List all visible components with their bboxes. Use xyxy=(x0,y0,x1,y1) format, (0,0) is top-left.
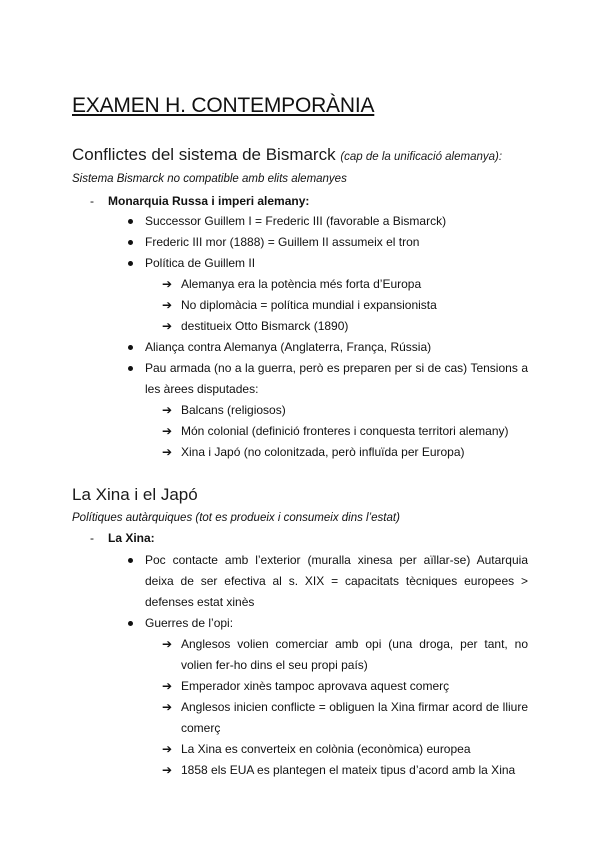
list-item xyxy=(128,211,528,232)
sub-list-item-text: Món colonial (definició fronteres i conquesta territori alemany) xyxy=(181,424,509,438)
bullet-dot-icon xyxy=(128,366,133,371)
arrow-right-icon: ➔ xyxy=(162,277,173,291)
list-item-text: Pau armada (no a la guerra, però es preparen per si de cas) Tensions a les àrees disputades: xyxy=(145,361,528,396)
bullet-dot-icon xyxy=(128,240,133,245)
sub-list-item-text: 1858 els EUA es plantegen el mateix tipus d’acord amb la Xina xyxy=(181,763,516,777)
sub-list-item xyxy=(162,295,528,316)
bullet-dot-icon xyxy=(128,345,133,350)
group-label-text: Monarquia Russa i imperi alemany: xyxy=(108,194,310,208)
sub-list-item-text: La Xina es converteix en colònia (econòmica) europea xyxy=(181,742,471,756)
arrow-right-icon: ➔ xyxy=(162,319,173,333)
section-heading-xina-japo xyxy=(72,485,198,505)
sub-list-item xyxy=(162,274,528,295)
list-item-text: Successor Guillem I = Frederic III (favorable a Bismarck) xyxy=(145,214,447,228)
sub-list-item xyxy=(162,442,528,463)
section-heading-bismarck xyxy=(72,145,502,165)
group-label-xina xyxy=(90,531,155,545)
list-item xyxy=(128,358,528,400)
bullet-dot-icon xyxy=(128,558,133,563)
group-label-text: La Xina: xyxy=(108,531,155,545)
list-item-text: Frederic III mor (1888) = Guillem II assumeix el tron xyxy=(145,235,420,249)
bullet-dot-icon xyxy=(128,621,133,626)
list-item xyxy=(128,253,528,274)
list-item-text: Política de Guillem II xyxy=(145,256,256,270)
sub-list-item xyxy=(162,400,528,421)
group-label-monarquia xyxy=(90,194,309,208)
section-heading-text: La Xina i el Japó xyxy=(72,485,198,504)
arrow-right-icon: ➔ xyxy=(162,763,173,777)
list-item xyxy=(128,613,528,634)
dash-marker: - xyxy=(90,194,94,208)
bullet-dot-icon xyxy=(128,219,133,224)
arrow-right-icon: ➔ xyxy=(162,445,173,459)
list-item xyxy=(128,337,528,358)
arrow-right-icon: ➔ xyxy=(162,742,173,756)
sub-list-item xyxy=(162,316,528,337)
sub-list-item-text: Balcans (religiosos) xyxy=(181,403,286,417)
sub-list-item-text: Alemanya era la potència més forta d’Europa xyxy=(181,277,422,291)
arrow-right-icon: ➔ xyxy=(162,298,173,312)
sub-list-item xyxy=(162,739,528,760)
arrow-right-icon: ➔ xyxy=(162,403,173,417)
section-heading-text: Conflictes del sistema de Bismarck xyxy=(72,145,336,164)
bullet-dot-icon xyxy=(128,261,133,266)
sub-list-item-text: Anglesos inicien conflicte = obliguen la Xina firmar acord de lliure comerç xyxy=(181,700,528,735)
sub-list-item-text: Emperador xinès tampoc aprovava aquest comerç xyxy=(181,679,450,693)
sub-list-item xyxy=(162,676,528,697)
sub-list-item-text: destitueix Otto Bismarck (1890) xyxy=(181,319,349,333)
list-item-text: Aliança contra Alemanya (Anglaterra, França, Rússia) xyxy=(145,340,432,354)
section-subtitle: Polítiques autàrquiques (tot es produeix i consumeix dins l’estat) xyxy=(72,512,400,524)
section-subtitle: Sistema Bismarck no compatible amb elits alemanyes xyxy=(72,173,347,185)
sub-list-item xyxy=(162,760,528,781)
list-item xyxy=(128,232,528,253)
sub-list-item xyxy=(162,421,528,442)
arrow-right-icon: ➔ xyxy=(162,424,173,438)
arrow-right-icon: ➔ xyxy=(162,679,173,693)
section-heading-note: (cap de la unificació alemanya): xyxy=(340,151,503,163)
list-item-text: Guerres de l’opi: xyxy=(145,616,234,630)
sub-list-item-text: Anglesos volien comerciar amb opi (una droga, per tant, no volien fer-ho dins el seu propi país) xyxy=(181,637,528,672)
list-item-text: Poc contacte amb l’exterior (muralla xinesa per aïllar-se) Autarquia deixa de ser efectiva al s. XIX = capacitats tècniques europees > defenses estat xinès xyxy=(145,553,528,609)
arrow-right-icon: ➔ xyxy=(162,700,173,714)
sub-list-item xyxy=(162,634,528,676)
sub-list-item-text: No diplomàcia = política mundial i expansionista xyxy=(181,298,437,312)
sub-list-item xyxy=(162,697,528,739)
arrow-right-icon: ➔ xyxy=(162,637,173,651)
dash-marker: - xyxy=(90,531,94,545)
page-title: EXAMEN H. CONTEMPORÀNIA xyxy=(72,94,375,117)
list-item xyxy=(128,550,528,613)
sub-list-item-text: Xina i Japó (no colonitzada, però influïda per Europa) xyxy=(181,445,465,459)
